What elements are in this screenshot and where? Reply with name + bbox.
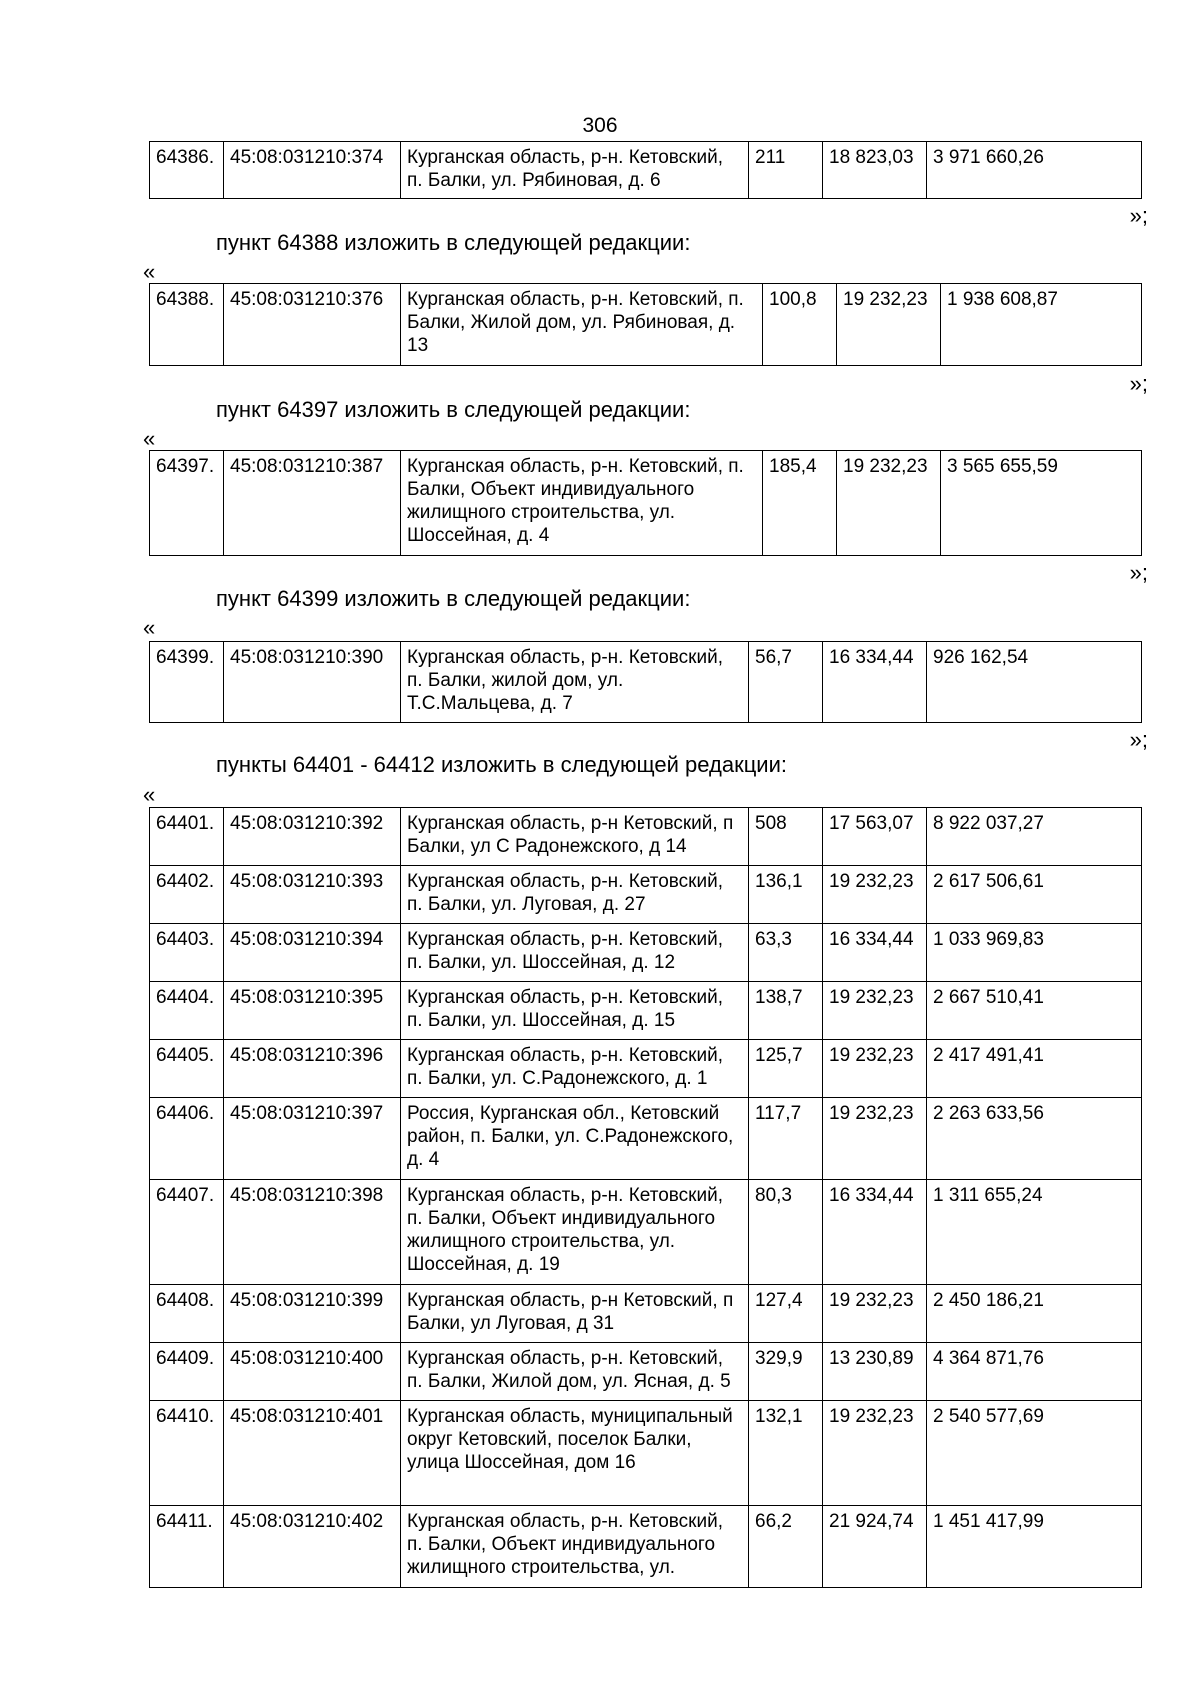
cadastral-value: 1 451 417,99 — [927, 1506, 1142, 1588]
cadastral-value: 2 540 577,69 — [927, 1401, 1142, 1506]
cadastral-value: 3 565 655,59 — [941, 451, 1142, 556]
cadastral-value: 2 617 506,61 — [927, 866, 1142, 924]
row-number: 64401. — [150, 808, 224, 866]
cadastral-number: 45:08:031210:374 — [224, 142, 401, 199]
area: 117,7 — [749, 1098, 823, 1180]
area: 329,9 — [749, 1343, 823, 1401]
unit-value: 19 232,23 — [823, 1098, 927, 1180]
table-row — [150, 1285, 1142, 1343]
unit-value: 19 232,23 — [823, 1285, 927, 1343]
cadastral-value: 1 311 655,24 — [927, 1180, 1142, 1285]
unit-value: 19 232,23 — [837, 451, 941, 556]
cadastral-number: 45:08:031210:393 — [224, 866, 401, 924]
cadastral-value: 1 033 969,83 — [927, 924, 1142, 982]
address: Курганская область, р-н Кетовский, п Балки, ул Луговая, д 31 — [401, 1285, 749, 1343]
opening-quote: « — [143, 426, 156, 451]
cadastral-value: 2 263 633,56 — [927, 1098, 1142, 1180]
instruction-text: пункты 64401 - 64412 изложить в следующей редакции: — [216, 752, 788, 777]
cadastral-number: 45:08:031210:392 — [224, 808, 401, 866]
address: Курганская область, р-н. Кетовский, п. Балки, Объект индивидуального жилищного строительства, ул. Шоссейная, д. 4 — [401, 451, 763, 556]
table-row — [150, 1343, 1142, 1401]
closing-quote: »; — [1129, 203, 1148, 228]
unit-value: 19 232,23 — [823, 982, 927, 1040]
cadastral-number: 45:08:031210:396 — [224, 1040, 401, 1098]
row-number: 64405. — [150, 1040, 224, 1098]
row-number: 64403. — [150, 924, 224, 982]
row-number: 64409. — [150, 1343, 224, 1401]
cadastral-value: 926 162,54 — [927, 642, 1142, 723]
cadastral-number: 45:08:031210:394 — [224, 924, 401, 982]
table-section-64388 — [149, 283, 1142, 366]
cadastral-value: 2 450 186,21 — [927, 1285, 1142, 1343]
cadastral-value: 2 667 510,41 — [927, 982, 1142, 1040]
table-row — [150, 1506, 1142, 1588]
cadastral-value: 3 971 660,26 — [927, 142, 1142, 199]
cadastral-number: 45:08:031210:395 — [224, 982, 401, 1040]
area: 138,7 — [749, 982, 823, 1040]
page-number: 306 — [582, 114, 618, 137]
opening-quote: « — [143, 782, 156, 807]
area: 508 — [749, 808, 823, 866]
cadastral-value: 2 417 491,41 — [927, 1040, 1142, 1098]
area: 80,3 — [749, 1180, 823, 1285]
row-number: 64411. — [150, 1506, 224, 1588]
unit-value: 16 334,44 — [823, 642, 927, 723]
address: Курганская область, р-н. Кетовский, п. Балки, Объект индивидуального жилищного строительства, ул. Шоссейная, д. 19 — [401, 1180, 749, 1285]
area: 66,2 — [749, 1506, 823, 1588]
cadastral-number: 45:08:031210:376 — [224, 284, 401, 366]
table-row — [150, 284, 1142, 366]
cadastral-number: 45:08:031210:399 — [224, 1285, 401, 1343]
instruction-text: пункт 64388 изложить в следующей редакции: — [216, 230, 691, 255]
table-row — [150, 866, 1142, 924]
address: Россия, Курганская обл., Кетовский район, п. Балки, ул. С.Радонежского, д. 4 — [401, 1098, 749, 1180]
cadastral-number: 45:08:031210:390 — [224, 642, 401, 723]
closing-quote: »; — [1129, 727, 1148, 752]
table-section-64399 — [149, 641, 1142, 723]
table-row — [150, 451, 1142, 556]
cadastral-number: 45:08:031210:398 — [224, 1180, 401, 1285]
instruction-text: пункт 64399 изложить в следующей редакции: — [216, 586, 691, 611]
opening-quote: « — [143, 615, 156, 640]
area: 125,7 — [749, 1040, 823, 1098]
table-row — [150, 808, 1142, 866]
unit-value: 19 232,23 — [823, 1401, 927, 1506]
unit-value: 21 924,74 — [823, 1506, 927, 1588]
table-section-64386 — [149, 141, 1142, 199]
unit-value: 16 334,44 — [823, 1180, 927, 1285]
table-row — [150, 1098, 1142, 1180]
row-number: 64397. — [150, 451, 224, 556]
area: 63,3 — [749, 924, 823, 982]
unit-value: 19 232,23 — [823, 1040, 927, 1098]
table-row — [150, 1040, 1142, 1098]
address: Курганская область, р-н. Кетовский, п. Балки, Жилой дом, ул. Рябиновая, д. 13 — [401, 284, 763, 366]
area: 136,1 — [749, 866, 823, 924]
area: 56,7 — [749, 642, 823, 723]
row-number: 64407. — [150, 1180, 224, 1285]
closing-quote: »; — [1129, 371, 1148, 396]
table-row — [150, 924, 1142, 982]
cadastral-number: 45:08:031210:401 — [224, 1401, 401, 1506]
unit-value: 19 232,23 — [837, 284, 941, 366]
address: Курганская область, р-н Кетовский, п Балки, ул С Радонежского, д 14 — [401, 808, 749, 866]
unit-value: 17 563,07 — [823, 808, 927, 866]
address: Курганская область, р-н. Кетовский, п. Балки, Объект индивидуального жилищного строительства, ул. — [401, 1506, 749, 1588]
cadastral-value: 4 364 871,76 — [927, 1343, 1142, 1401]
cadastral-number: 45:08:031210:387 — [224, 451, 401, 556]
table-row — [150, 142, 1142, 199]
area: 211 — [749, 142, 823, 199]
address: Курганская область, р-н. Кетовский, п. Балки, ул. С.Радонежского, д. 1 — [401, 1040, 749, 1098]
cadastral-value: 8 922 037,27 — [927, 808, 1142, 866]
unit-value: 18 823,03 — [823, 142, 927, 199]
closing-quote: »; — [1129, 560, 1148, 585]
row-number: 64404. — [150, 982, 224, 1040]
cadastral-value: 1 938 608,87 — [941, 284, 1142, 366]
address: Курганская область, р-н. Кетовский, п. Балки, Жилой дом, ул. Ясная, д. 5 — [401, 1343, 749, 1401]
unit-value: 13 230,89 — [823, 1343, 927, 1401]
row-number: 64408. — [150, 1285, 224, 1343]
unit-value: 16 334,44 — [823, 924, 927, 982]
table-section-64397 — [149, 450, 1142, 556]
table-row — [150, 1401, 1142, 1506]
opening-quote: « — [143, 259, 156, 284]
row-number: 64406. — [150, 1098, 224, 1180]
address: Курганская область, р-н. Кетовский, п. Балки, жилой дом, ул. Т.С.Мальцева, д. 7 — [401, 642, 749, 723]
row-number: 64388. — [150, 284, 224, 366]
address: Курганская область, муниципальный округ Кетовский, поселок Балки, улица Шоссейная, дом 16 — [401, 1401, 749, 1506]
row-number: 64399. — [150, 642, 224, 723]
area: 100,8 — [763, 284, 837, 366]
cadastral-number: 45:08:031210:400 — [224, 1343, 401, 1401]
table-section-64401-64412 — [149, 807, 1142, 1588]
table-row — [150, 642, 1142, 723]
area: 185,4 — [763, 451, 837, 556]
row-number: 64402. — [150, 866, 224, 924]
row-number: 64410. — [150, 1401, 224, 1506]
row-number: 64386. — [150, 142, 224, 199]
area: 127,4 — [749, 1285, 823, 1343]
cadastral-number: 45:08:031210:402 — [224, 1506, 401, 1588]
unit-value: 19 232,23 — [823, 866, 927, 924]
instruction-text: пункт 64397 изложить в следующей редакции: — [216, 397, 691, 422]
area: 132,1 — [749, 1401, 823, 1506]
address: Курганская область, р-н. Кетовский, п. Балки, ул. Шоссейная, д. 15 — [401, 982, 749, 1040]
cadastral-number: 45:08:031210:397 — [224, 1098, 401, 1180]
address: Курганская область, р-н. Кетовский, п. Балки, ул. Рябиновая, д. 6 — [401, 142, 749, 199]
table-row — [150, 1180, 1142, 1285]
table-row — [150, 982, 1142, 1040]
address: Курганская область, р-н. Кетовский, п. Балки, ул. Шоссейная, д. 12 — [401, 924, 749, 982]
address: Курганская область, р-н. Кетовский, п. Балки, ул. Луговая, д. 27 — [401, 866, 749, 924]
